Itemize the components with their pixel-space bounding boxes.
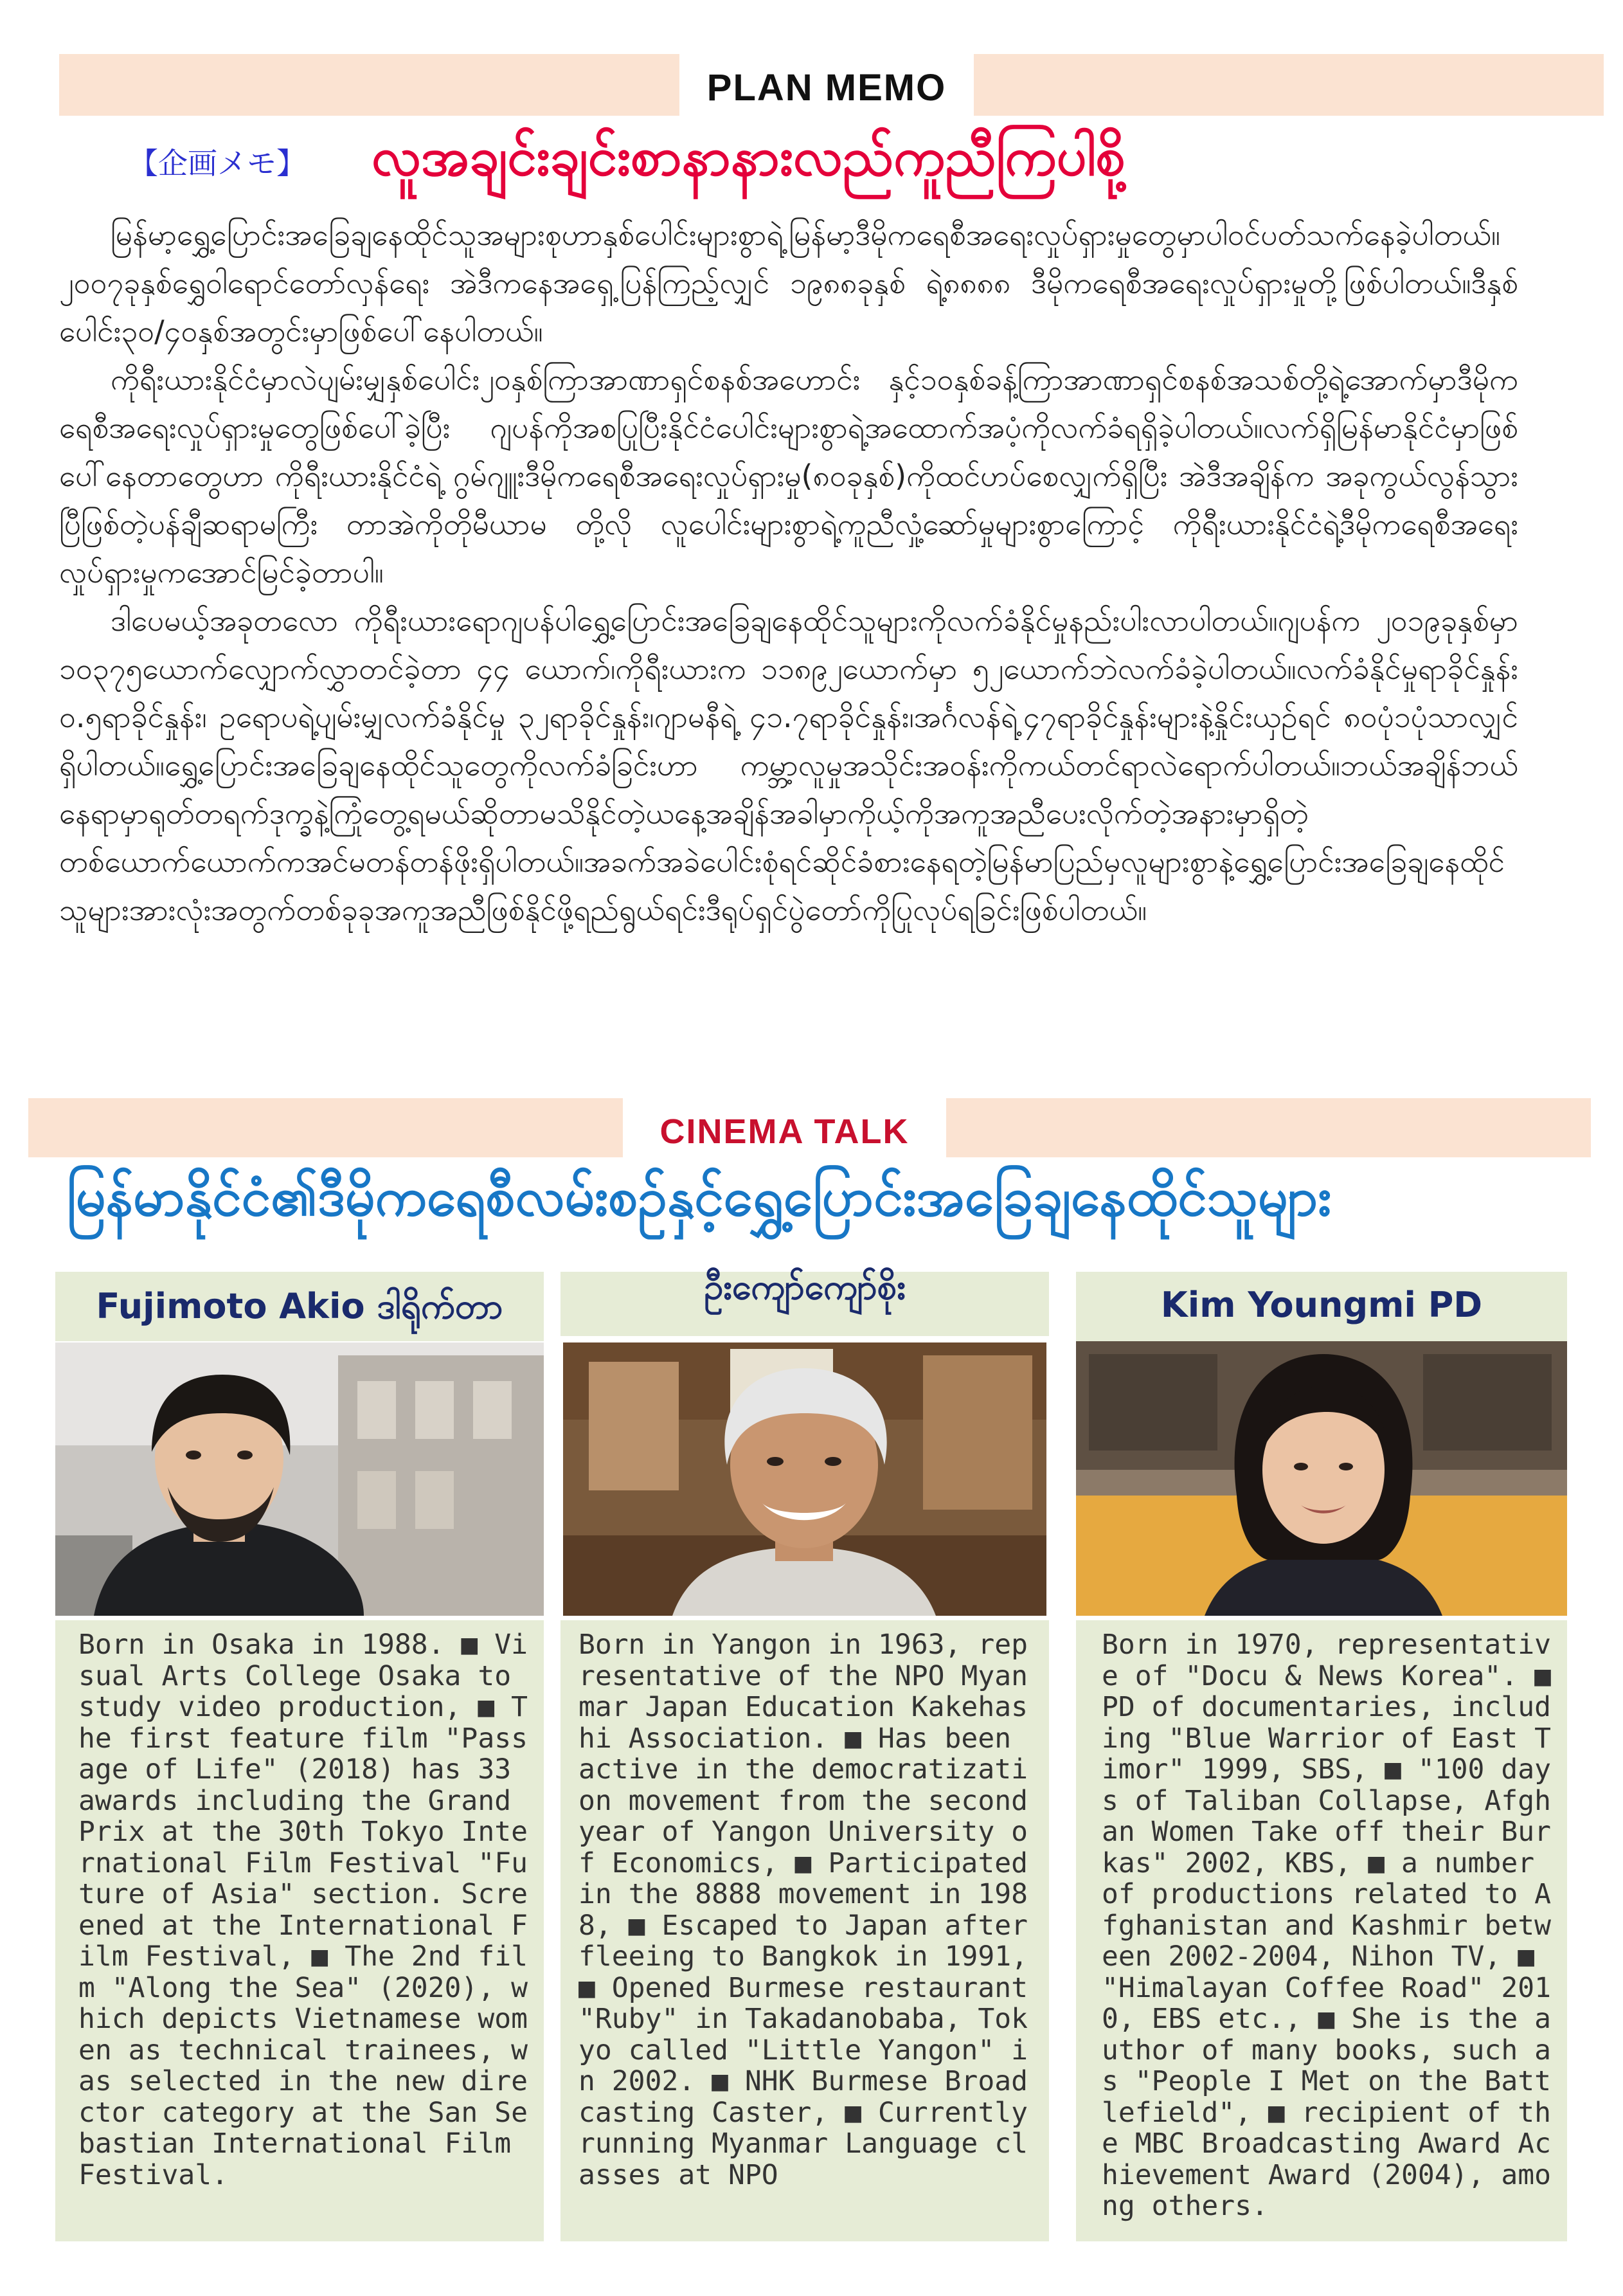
speaker-photo	[563, 1342, 1046, 1616]
speaker-photo	[55, 1342, 544, 1616]
speaker-name: Fujimoto Akio ဒါရိုက်တာ	[96, 1286, 503, 1326]
memo-paragraph: မြန်မာ့ရွှေ့ပြောင်းအခြေချနေထိုင်သူအများစုဟာနှစ်ပေါင်းများစွာရဲ့မြန်မာ့ဒီမိုကရေစီအရေးလှုပ်ရှားမှုတွေမှာပါဝင်ပတ်သက်နေခဲ့ပါတယ်။၂၀၀၇ခုနှစ်ရွှေဝါရောင်တော်လှန်ရေး အဲဒီကနေအရှေ့ပြန်ကြည့်လျှင် ၁၉၈၈ခုနှစ် ရဲ့၈၈၈၈ ဒီမိုကရေစီအရေးလှုပ်ရှားမှုတို့ဖြစ်ပါတယ်။ဒီနှစ်ပေါင်း၃၀/၄၀နှစ်အတွင်းမှာဖြစ်ပေါ်နေပါတယ်။	[59, 217, 1518, 348]
speaker-name: Kim Youngmi PD	[1160, 1285, 1483, 1325]
photo-kyaw-kyaw-soe	[563, 1342, 1046, 1616]
speaker-card-kim-youngmi	[1076, 1272, 1567, 2241]
speaker-card-kyaw-kyaw-soe	[560, 1267, 1049, 2241]
memo-title: လူအချင်းချင်းစာနာနားလည်ကူညီကြပါစို့	[372, 127, 1125, 188]
speaker-bio: Born in Yangon in 1963, representative of the NPO Myanmar Japan Education Kakehashi Association. ■ Has been active in the democratization movement from the second year of Yangon University of Economics, ■ Participated in the 8888 movement in 1988, ■ Escaped to Japan after fleeing to Bangkok in 1991, ■ Opened Burmese restaurant "Ruby" in Takadanobaba, Tokyo called "Little Yangon" in 2002. ■ NHK Burmese Broadcasting Caster, ■ Currently running Myanmar Language classes at NPO	[578, 1629, 1028, 2191]
memo-paragraph: ဒါပေမယ့်အခုတလော ကိုရီးယားရောဂျပန်ပါရွှေ့ပြောင်းအခြေချနေထိုင်သူများကိုလက်ခံနိုင်မှုနည်းပါးလာပါတယ်။ဂျပန်က ၂၀၁၉ခုနှစ်မှာ ၁၀၃၇၅ယောက်လျှောက်လွှာတင်ခဲ့တာ ၄၄ ယောက်၊ကိုရီးယားက ၁၁၈၉၂ယောက်မှာ ၅၂ယောက်ဘဲလက်ခံခဲ့ပါတယ်။လက်ခံနိုင်မှုရာခိုင်နှုန်း ၀.၅ရာခိုင်နှုန်း၊ ဥရောပရဲ့ပျမ်းမျှလက်ခံနိုင်မှု ၃၂ရာခိုင်နှုန်း၊ဂျာမနီရဲ့ ၄၁.၇ရာခိုင်နှုန်း၊အင်္ဂလန်ရဲ့၄၇ရာခိုင်နှုန်းများနဲ့နှိုင်းယှဉ်ရင် ၈၀ပုံ၁ပုံသာလျှင်ရှိပါတယ်။ရွှေ့ပြောင်းအခြေချနေထိုင်သူတွေကိုလက်ခံခြင်းဟာ ကမ္ဘာ့လူမှုအသိုင်းအဝန်းကိုကယ်တင်ရာလဲရောက်ပါတယ်။ဘယ်အချိန်ဘယ်နေရာမှာရုတ်တရက်ဒုက္ခနဲ့ကြုံတွေ့ရမယ်ဆိုတာမသိနိုင်တဲ့ယနေ့အချိန်အခါမှာကိုယ့်ကိုအကူအညီပေးလိုက်တဲ့အနားမှာရှိတဲ့တစ်ယောက်ယောက်ကအင်မတန်တန်ဖိုးရှိပါတယ်။အခက်အခဲပေါင်းစုံရင်ဆိုင်ခံစားနေရတဲ့မြန်မာပြည်မှလူများစွာနဲ့ရွှေ့ပြောင်းအခြေချနေထိုင်သူများအားလုံးအတွက်တစ်ခုခုအကူအညီဖြစ်နိုင်ဖို့ရည်ရွယ်ရင်းဒီရုပ်ရှင်ပွဲတော်ကိုပြုလုပ်ရခြင်းဖြစ်ပါတယ်။	[59, 603, 1518, 927]
speaker-photo	[1076, 1341, 1567, 1616]
plan-memo-band-right	[974, 54, 1604, 116]
memo-body	[59, 211, 1518, 934]
speaker-bio: Born in Osaka in 1988. ■ Visual Arts College Osaka to study video production, ■ The first feature film "Passage of Life" (2018) has 33 awards including the Grand Prix at the 30th Tokyo International Film Festival "Future of Asia" section. Screened at the International Film Festival, ■ The 2nd film "Along the Sea" (2020), which depicts Vietnamese women as technical trainees, was selected in the new director category at the San Sebastian International Film Festival.	[78, 1629, 528, 2191]
cinema-talk-band-left	[28, 1098, 623, 1157]
cinema-talk-title: မြန်မာနိုင်ငံ၏ဒီမိုကရေစီလမ်းစဉ်နှင့်ရွှေ့ပြောင်းအခြေချနေထိုင်သူများ	[67, 1167, 1332, 1228]
memo-paragraph: ကိုရီးယားနိုင်ငံမှာလဲပျမ်းမျှနှစ်ပေါင်း၂၀နှစ်ကြာအာဏာရှင်စနစ်အဟောင်း နှင့်၁၀နှစ်ခန့်ကြာအာဏာရှင်စနစ်အသစ်တို့ရဲ့အောက်မှာဒီမိုကရေစီအရေးလှုပ်ရှားမှုတွေဖြစ်ပေါ်ခဲ့ပြီး ဂျပန်ကိုအစပြုပြီးနိုင်ငံပေါင်းများစွာရဲ့အထောက်အပံ့ကိုလက်ခံရရှိခဲ့ပါတယ်။လက်ရှိမြန်မာနိုင်ငံမှာဖြစ်ပေါ်နေတာတွေဟာ ကိုရီးယားနိုင်ငံရဲ့ ဂွမ်ဂျူးဒီမိုကရေစီအရေးလှုပ်ရှားမှု(၈၀ခုနှစ်)ကိုထင်ဟပ်စေလျှက်ရှိပြီး အဲဒီအချိန်က အခုကွယ်လွန်သွားပြီဖြစ်တဲ့ပန်ချီဆရာမကြီး တာအဲကိုတိုမီယာမ တို့လို လူပေါင်းများစွာရဲ့ကူညီလှုံ့ဆော်မှုများစွာကြောင့် ကိုရီးယားနိုင်ငံရဲ့ဒီမိုကရေစီအရေးလှုပ်ရှားမှုကအောင်မြင်ခဲ့တာပါ။	[59, 362, 1518, 590]
photo-fujimoto	[55, 1342, 544, 1616]
cinema-talk-band-right	[946, 1098, 1591, 1157]
speaker-name: ဦးကျော်ကျော်စိုး	[704, 1267, 906, 1307]
speaker-card-fujimoto	[55, 1272, 544, 2241]
speaker-bio: Born in 1970, representative of "Docu & News Korea". ■ PD of documentaries, including "Blue Warrior of East Timor" 1999, SBS, ■ "100 days of Taliban Collapse, Afghan Women Take off their Burkas" 2002, KBS, ■ a number of productions related to Afghanistan and Kashmir between 2002-2004, Nihon TV, ■ "Himalayan Coffee Road" 2010, EBS etc., ■ She is the author of many books, such as "People I Met on the Battlefield", ■ recipient of the MBC Broadcasting Award Achievement Award (2004), among others.	[1102, 1629, 1551, 2222]
plan-memo-label: PLAN MEMO	[679, 54, 974, 116]
plan-memo-band-left	[59, 54, 679, 116]
photo-kim-youngmi	[1076, 1341, 1567, 1616]
cinema-talk-label: CINEMA TALK	[623, 1098, 946, 1157]
memo-tag: 【企画メモ】	[129, 146, 306, 181]
